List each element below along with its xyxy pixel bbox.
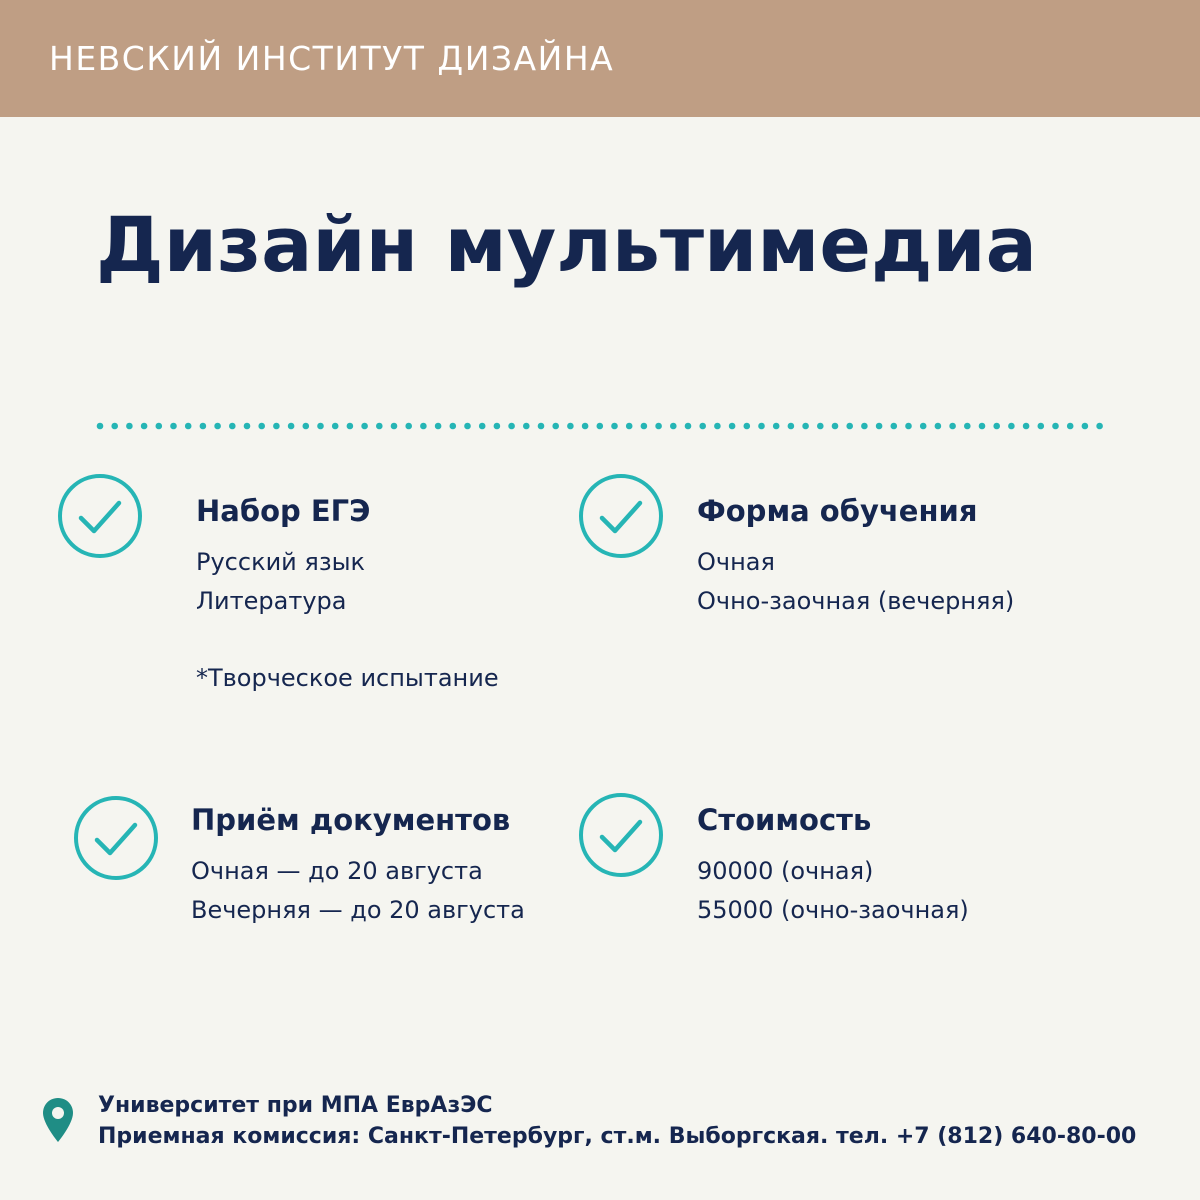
block-line: Очная — до 20 августа bbox=[191, 857, 483, 885]
check-circle-icon bbox=[57, 473, 143, 559]
check-circle-icon bbox=[578, 792, 664, 878]
divider-dot bbox=[920, 423, 927, 430]
divider-dot bbox=[126, 423, 133, 430]
divider-dot bbox=[200, 423, 207, 430]
divider-dot bbox=[935, 423, 942, 430]
header-bar bbox=[0, 0, 1200, 117]
block-heading: Форма обучения bbox=[697, 494, 978, 528]
block-line: 90000 (очная) bbox=[697, 857, 874, 885]
divider-dot bbox=[744, 423, 751, 430]
divider-dot bbox=[376, 423, 383, 430]
divider-dot bbox=[964, 423, 971, 430]
divider-dot bbox=[303, 423, 310, 430]
divider-dot bbox=[185, 423, 192, 430]
block-line: *Творческое испытание bbox=[196, 664, 499, 692]
divider-dot bbox=[508, 423, 515, 430]
block-heading: Приём документов bbox=[191, 803, 511, 837]
divider-dot bbox=[788, 423, 795, 430]
block-heading: Набор ЕГЭ bbox=[196, 494, 371, 528]
divider-dot bbox=[905, 423, 912, 430]
divider-dot bbox=[1038, 423, 1045, 430]
divider-dot bbox=[1067, 423, 1074, 430]
divider-dot bbox=[861, 423, 868, 430]
divider-dot bbox=[405, 423, 412, 430]
divider-dot bbox=[361, 423, 368, 430]
divider-dot bbox=[714, 423, 721, 430]
divider-dot bbox=[523, 423, 530, 430]
divider-dot bbox=[347, 423, 354, 430]
dotted-divider bbox=[96, 418, 1108, 434]
divider-dot bbox=[611, 423, 618, 430]
divider-dot bbox=[435, 423, 442, 430]
divider-dot bbox=[1082, 423, 1089, 430]
check-circle-icon bbox=[73, 795, 159, 881]
divider-dot bbox=[420, 423, 427, 430]
location-pin-icon bbox=[40, 1096, 76, 1144]
divider-dot bbox=[450, 423, 457, 430]
divider-dot bbox=[156, 423, 163, 430]
block-line: Вечерняя — до 20 августа bbox=[191, 896, 525, 924]
divider-dot bbox=[111, 423, 118, 430]
divider-dot bbox=[699, 423, 706, 430]
divider-dot bbox=[832, 423, 839, 430]
divider-dot bbox=[494, 423, 501, 430]
page-title: Дизайн мультимедиа bbox=[96, 200, 1037, 289]
divider-dot bbox=[567, 423, 574, 430]
divider-dot bbox=[979, 423, 986, 430]
divider-dot bbox=[258, 423, 265, 430]
divider-dot bbox=[626, 423, 633, 430]
divider-dot bbox=[479, 423, 486, 430]
divider-dot bbox=[655, 423, 662, 430]
block-line: Очная bbox=[697, 548, 775, 576]
divider-dot bbox=[891, 423, 898, 430]
divider-dot bbox=[288, 423, 295, 430]
divider-dot bbox=[582, 423, 589, 430]
block-line: Русский язык bbox=[196, 548, 366, 576]
block-heading: Стоимость bbox=[697, 803, 872, 837]
divider-dot bbox=[1096, 423, 1103, 430]
divider-dot bbox=[597, 423, 604, 430]
divider-dot bbox=[993, 423, 1000, 430]
divider-dot bbox=[729, 423, 736, 430]
divider-dot bbox=[244, 423, 251, 430]
divider-dot bbox=[670, 423, 677, 430]
divider-dot bbox=[641, 423, 648, 430]
divider-dot bbox=[773, 423, 780, 430]
divider-dot bbox=[317, 423, 324, 430]
divider-dot bbox=[1023, 423, 1030, 430]
divider-dot bbox=[170, 423, 177, 430]
footer-university: Университет при МПА ЕврАзЭС bbox=[98, 1093, 493, 1118]
divider-dot bbox=[1008, 423, 1015, 430]
block-line: Литература bbox=[196, 587, 347, 615]
block-line: 55000 (очно-заочная) bbox=[697, 896, 969, 924]
divider-dot bbox=[552, 423, 559, 430]
divider-dot bbox=[876, 423, 883, 430]
divider-dot bbox=[802, 423, 809, 430]
divider-dot bbox=[332, 423, 339, 430]
divider-dot bbox=[273, 423, 280, 430]
header-title: НЕВСКИЙ ИНСТИТУТ ДИЗАЙНА bbox=[49, 39, 615, 78]
divider-dot bbox=[141, 423, 148, 430]
divider-dot bbox=[538, 423, 545, 430]
divider-dot bbox=[685, 423, 692, 430]
check-circle-icon bbox=[578, 473, 664, 559]
divider-dot bbox=[391, 423, 398, 430]
divider-dot bbox=[97, 423, 104, 430]
divider-dot bbox=[758, 423, 765, 430]
block-line: Очно-заочная (вечерняя) bbox=[697, 587, 1015, 615]
divider-dot bbox=[949, 423, 956, 430]
divider-dot bbox=[1052, 423, 1059, 430]
divider-dot bbox=[846, 423, 853, 430]
divider-dot bbox=[464, 423, 471, 430]
divider-dot bbox=[214, 423, 221, 430]
footer-contacts: Приемная комиссия: Санкт-Петербург, ст.м. Выборгская. тел. +7 (812) 640-80-00 bbox=[98, 1124, 1137, 1149]
divider-dot bbox=[817, 423, 824, 430]
divider-dot bbox=[229, 423, 236, 430]
